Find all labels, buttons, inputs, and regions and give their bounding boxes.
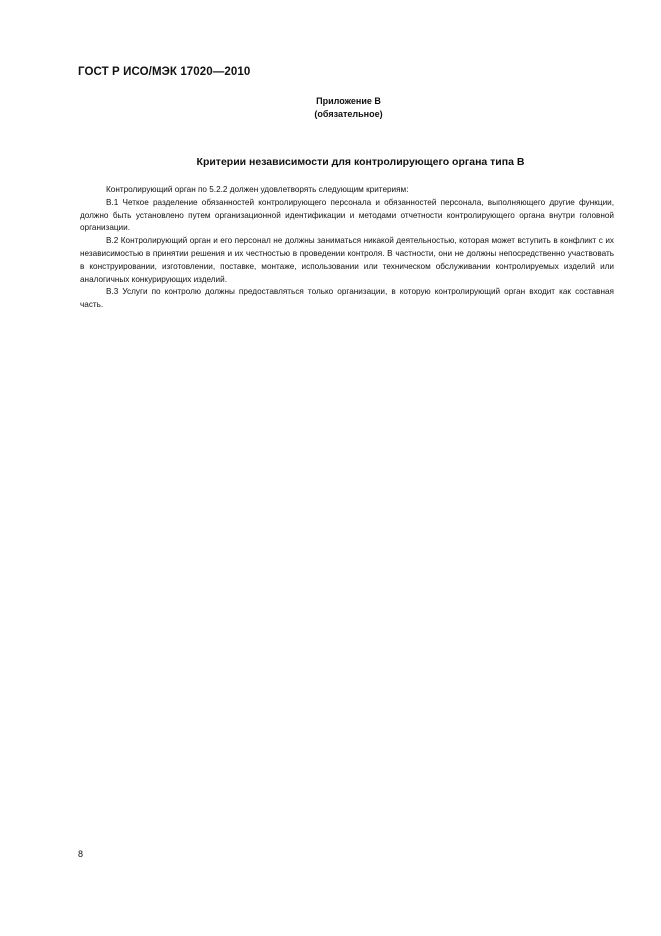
paragraph-b2: В.2 Контролирующий орган и его персонал не должны заниматься никакой деятельностью, которая может вступить в конфликт с их независимостью в принятии решения и их честностью в проведении контроля. В частности, они не должны непосредственно участвовать в конструировании, изготовлении, поставке, монтаже, использовании или техническом обслуживании контролируемых изделий или аналогичных конкурирующих изделий. xyxy=(80,236,614,284)
annex-status: (обязательное) xyxy=(314,109,383,119)
paragraph-b3: В.3 Услуги по контролю должны предоставляться только организации, в которую контролирующий орган входит как составная часть. xyxy=(80,287,614,310)
annex-title-text: Критерии независимости для контролирующего органа типа В xyxy=(196,156,525,168)
page-number: 8 xyxy=(78,849,84,859)
annex-heading xyxy=(0,95,661,121)
document-header: ГОСТ Р ИСО/МЭК 17020—2010 xyxy=(78,66,251,78)
annex-title xyxy=(0,156,661,168)
paragraph-intro: Контролирующий орган по 5.2.2 должен удовлетворять следующим критериям: xyxy=(106,185,409,194)
annex-body xyxy=(80,184,614,312)
paragraph-b1: В.1 Четкое разделение обязанностей контролирующего персонала и обязанностей персонала, выполняющего другие функции, должно быть установлено путем организационной идентификации и методами отчетности контролирующего органа внутри головной организации. xyxy=(80,197,614,233)
annex-label: Приложение В xyxy=(316,96,381,106)
